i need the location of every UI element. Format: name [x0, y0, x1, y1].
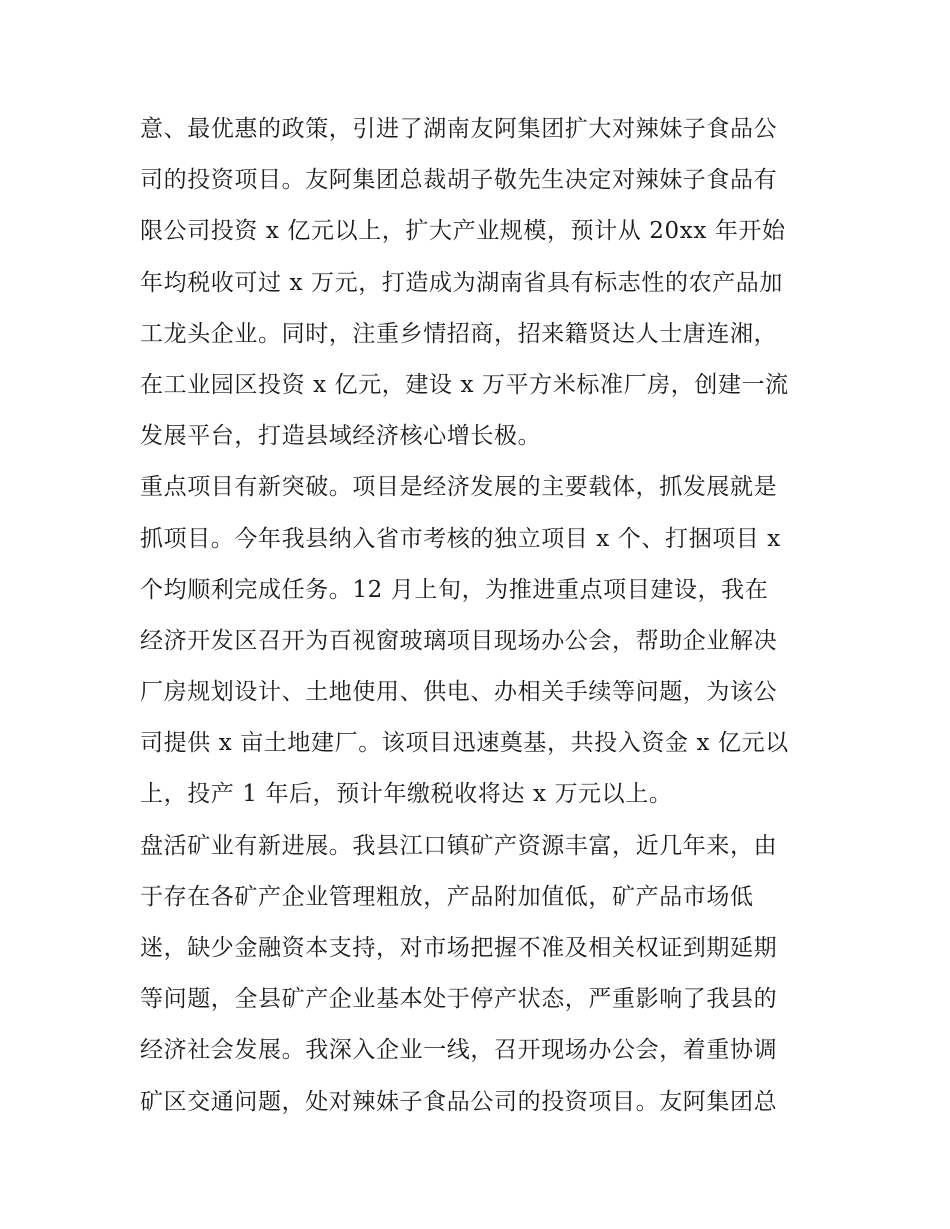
text-line: 抓项目。今年我县纳入省市考核的独立项目 x 个、打捆项目 x	[140, 525, 781, 552]
text-line: 发展平台，打造县域经济核心增长极。	[140, 423, 542, 450]
text-line: 司的投资项目。友阿集团总裁胡子敬先生决定对辣妹子食品有	[140, 167, 778, 194]
text-line: 厂房规划设计、土地使用、供电、办相关手续等问题，为该公	[140, 679, 778, 706]
text-line: 年均税收可过 x 万元，打造成为湖南省具有标志性的农产品加	[140, 269, 783, 296]
text-line: 经济开发区召开为百视窗玻璃项目现场办公会，帮助企业解决	[140, 627, 778, 654]
text-line: 意、最优惠的政策，引进了湖南友阿集团扩大对辣妹子食品公	[140, 116, 778, 142]
text-line: 司提供 x 亩土地建厂。该项目迅速奠基，共投入资金 x 亿元以	[140, 730, 789, 757]
text-line: 限公司投资 x 亿元以上，扩大产业规模，预计从 20xx 年开始	[140, 218, 786, 245]
body-text	[140, 104, 820, 1128]
text-line: 等问题，全县矿产企业基本处于停产状态，严重影响了我县的	[140, 986, 778, 1013]
text-line: 在工业园区投资 x 亿元，建设 x 万平方米标准厂房，创建一流	[140, 371, 789, 398]
text-line: 盘活矿业有新进展。我县江口镇矿产资源丰富，近几年来，由	[140, 832, 778, 859]
text-line: 重点项目有新突破。项目是经济发展的主要载体，抓发展就是	[140, 474, 778, 501]
text-line: 上，投产 1 年后，预计年缴税收将达 x 万元以上。	[140, 781, 673, 808]
text-line: 个均顺利完成任务。12 月上旬，为推进重点项目建设，我在	[140, 576, 769, 603]
text-line: 矿区交通问题，处对辣妹子食品公司的投资项目。友阿集团总	[140, 1088, 778, 1115]
text-line: 于存在各矿产企业管理粗放，产品附加值低，矿产品市场低	[140, 883, 754, 910]
text-line: 经济社会发展。我深入企业一线，召开现场办公会，着重协调	[140, 1037, 778, 1064]
text-line: 工龙头企业。同时，注重乡情招商，招来籍贤达人士唐连湘，	[140, 320, 778, 347]
text-line: 迷，缺少金融资本支持，对市场把握不准及相关权证到期延期	[140, 935, 778, 961]
